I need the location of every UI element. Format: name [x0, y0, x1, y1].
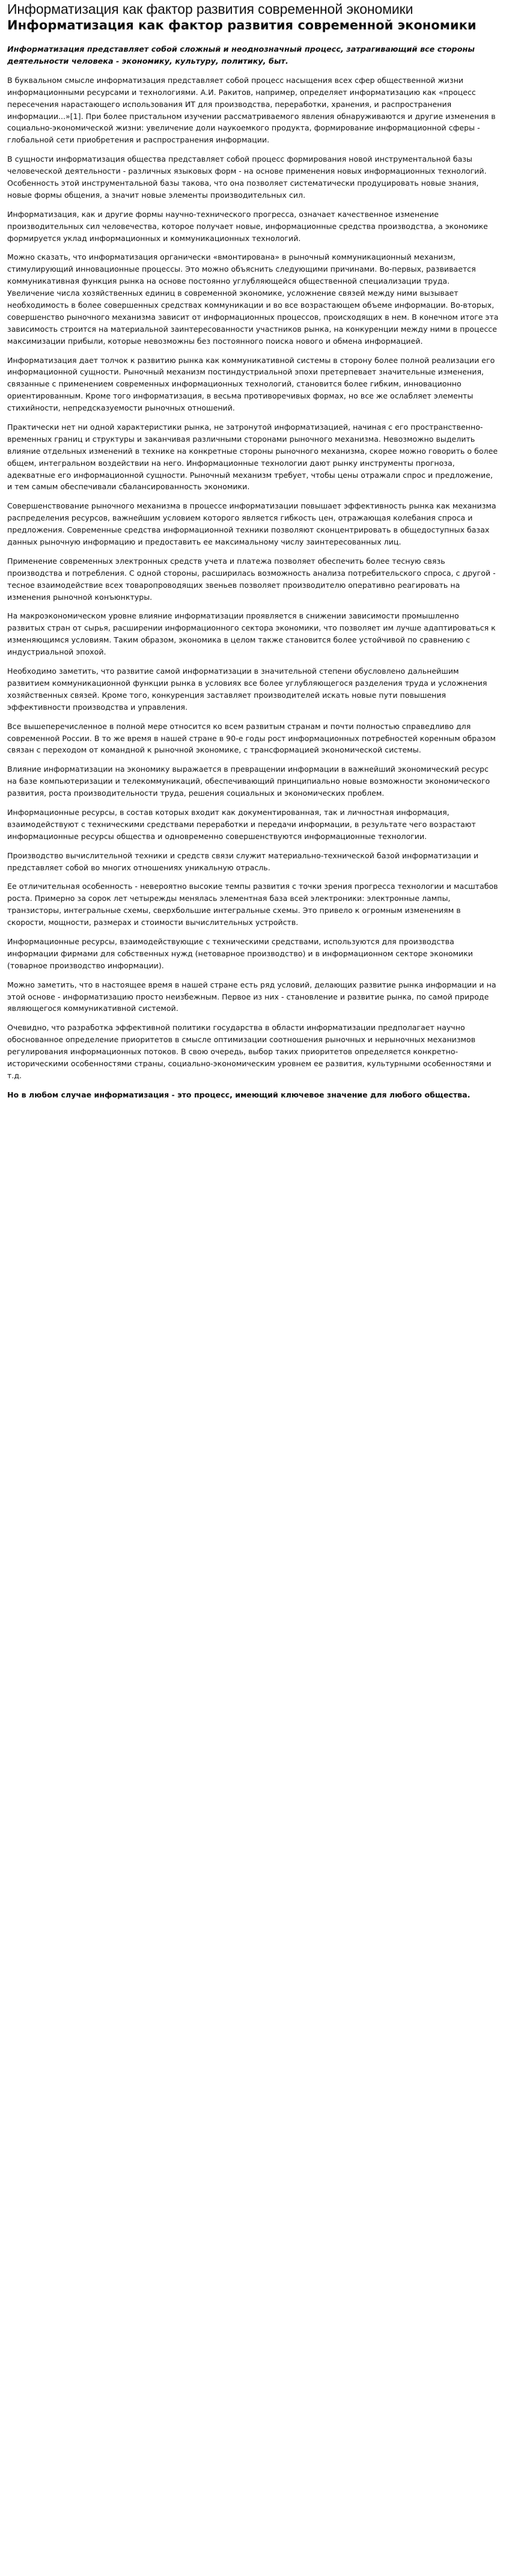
body-paragraph: Практически нет ни одной характеристики рынка, не затронутой информатизацией, начиная с его пространственно-временных границ и структуры и заканчивая различными сторонами рыночного механизма. Невозможно выделить влияние отдельных изменений в технике на конкретные стороны рыночного механизма, скорее можно говорить о более общем, интегральном воздействии на него. Информационные технологии дают рынку инструменты прогноза, адекватные его информационной сущности. Рыночный механизм требует, чтобы цены отражали спрос и предложение, и тем самым обеспечивали сбалансированность экономики.	[7, 423, 498, 492]
body-paragraph: Очевидно, что разработка эффективной политики государства в области информатизации предполагает научно обоснованное определение приоритетов в смысле оптимизации соотношения рыночных и нерыночных механизмов регулирования информационных потоков. В свою очередь, выбор таких приоритетов определяется конкретно-историческими особенностями страны, социально-экономическим уровнем ее развития, культурными особенностями и т.д.	[7, 1023, 492, 1080]
body-paragraph: Совершенствование рыночного механизма в процессе информатизации повышает эффективность рынка как механизма распределения ресурсов, важнейшим условием которого является гибкость цен, отражающая колебания спроса и предложения. Современные средства информационной техники позволяют сконцентрировать в общедоступных базах данных рыночную информацию и предоставить ее максимальному числу заинтересованных лиц.	[7, 501, 496, 547]
body-paragraph: Производство вычислительной техники и средств связи служит материально-технической базой информатизации и представляет собой во многих отношениях уникальную отрасль.	[7, 850, 479, 872]
body-paragraph: В сущности информатизация общества представляет собой процесс формирования новой инструментальной базы человеческой деятельности - различных языковых форм - на основе применения новых информационных технологий. Особенность этой инструментальной базы такова, что она позволяет систематически продуцировать новые знания, новые формы общения, а значит новые элементы производительных сил.	[7, 154, 487, 200]
body-paragraph: Можно сказать, что информатизация органически «вмонтирована» в рыночный коммуникационный механизм, стимулирующий инновационные процессы. Это можно объяснить следующими причинами. Во-первых, развивается коммуникативная функция рынка на основе постоянно углубляющейся общественной специализации труда. Увеличение числа хозяйственных единиц в современной экономике, усложнение связей между ними вызывает необходимость в более совершенных средствах коммуникации и во все возрастающем объеме информации. Во-вторых, совершенство рыночного механизма зависит от информационных процессов, происходящих в нем. В конечном итоге эта зависимость строится на материальной заинтересованности участников рынка, на конкуренции между ними в процессе максимизации прибыли, которые невозможны без постоянного поиска нового и обмена информацией.	[7, 252, 499, 346]
body-paragraph: Информационные ресурсы, взаимодействующие с техническими средствами, используются для производства информации фирмами для собственных нужд (нетоварное производство) и в информационном секторе экономики (товарное производство информации).	[7, 936, 473, 970]
article-body	[7, 75, 502, 1082]
body-paragraph: Необходимо заметить, что развитие самой информатизации в значительной степени обусловлено дальнейшим развитием коммуникационной функции рынка в условиях все более углубляющегося разделения труда и усложнения хозяйственных связей. Кроме того, конкуренция заставляет производителей искать новые пути повышения эффективности производства и управления.	[7, 667, 487, 712]
closing-paragraph	[7, 1089, 499, 1101]
body-paragraph: Информатизация, как и другие формы научно-технического прогресса, означает качественное изменение производительных сил человечества, которое получает новые, информационные средства производства, а экономике формируется уклад информационных и коммуникационных технологий.	[7, 209, 488, 243]
body-paragraph: Влияние информатизации на экономику выражается в превращении информации в важнейший экономический ресурс на базе компьютеризации и телекоммуникаций, обеспечивающий принципиально новые возможности экономического развития, роста производительности труда, решения социальных и экономических проблем.	[7, 765, 490, 798]
body-paragraph: Информатизация дает толчок к развитию рынка как коммуникативной системы в сторону более полной реализации его информационной сущности. Рыночный механизм постиндустриальной эпохи претерпевает значительные изменения, связанные с применением современных информационных технологий, становится более гибким, инновационно ориентированным. Кроме того информатизация, в весьма противоречивых формах, но все же ослабляет элементы стихийности, непредсказуемости рыночных отношений.	[7, 355, 495, 413]
closing-bold-text: Но в любом случае информатизация - это процесс, имеющий ключевое значение для любого общества.	[7, 1090, 471, 1099]
body-paragraph: Применение современных электронных средств учета и платежа позволяет обеспечить более тесную связь производства и потребления. С одной стороны, расширилась возможность анализа потребительского спроса, с другой - тесное взаимодействие всех товаропроводящих звеньев позволяет производителю оперативно реагировать на изменения рыночной конъюнктуры.	[7, 556, 496, 602]
body-paragraph: В буквальном смысле информатизация представляет собой процесс насыщения всех сфер общественной жизни информационными ресурсами и технологиями. А.И. Ракитов, например, определяет информатизацию как «процесс пересечения нарастающего использования ИТ для производства, переработки, хранения, и распространения информации...»[1]. При более пристальном изучении рассматриваемого явления обнаруживаются и другие изменения в социально-экономической жизни: увеличение доли наукоемкого продукта, формирование информационной сферы - глобальной сети приобретения и распространения информации.	[7, 75, 496, 145]
body-paragraph: Ее отличительная особенность - невероятно высокие темпы развития с точки зрения прогресса технологии и масштабов роста. Примерно за сорок лет четырежды менялась элементная база всей электроники: электронные лампы, транзисторы, интегральные схемы, сверхбольшие интегральные схемы. Это привело к огромным изменениям в скорости, мощности, размерах и стоимости вычислительных устройств.	[7, 882, 498, 927]
body-paragraph: Информационные ресурсы, в состав которых входит как документированная, так и личностная информация, взаимодействуют с техническими средствами переработки и передачи информации, в результате чего возрастают информационные ресурсы общества и одновременно совершенствуются информационные технологии.	[7, 807, 476, 841]
body-paragraph: Можно заметить, что в настоящее время в нашей стране есть ряд условий, делающих развитие рынка информации и на этой основе - информатизацию просто неизбежным. Первое из них - становление и развитие рынка, по самой природе являющегося коммуникативной системой.	[7, 980, 496, 1013]
page-title: Информатизация как фактор развития современной экономики	[7, 1, 413, 17]
body-paragraph: Все вышеперечисленное в полной мере относится ко всем развитым странам и почти полностью справедливо для современной России. В то же время в нашей стране в 90-е годы рост информационных потребностей коренным образом связан с переходом от командной к рыночной экономике, с трансформацией экономической системы.	[7, 721, 496, 755]
document-page	[0, 0, 509, 1108]
body-paragraph: На макроэкономическом уровне влияние информатизации проявляется в снижении зависимости промышленно развитых стран от сырья, расширении информационного сектора экономики, что позволяет им лучше адаптироваться к изменяющимся условиям. Таким образом, экономика в целом также становится более устойчивой по сравнению с индустриальной эпохой.	[7, 611, 496, 657]
lead-paragraph: Информатизация представляет собой сложный и неоднозначный процесс, затрагивающий все стороны деятельности человека - экономику, культуру, политику, быт.	[7, 45, 475, 67]
article-title: Информатизация как фактор развития современной экономики	[7, 18, 477, 33]
